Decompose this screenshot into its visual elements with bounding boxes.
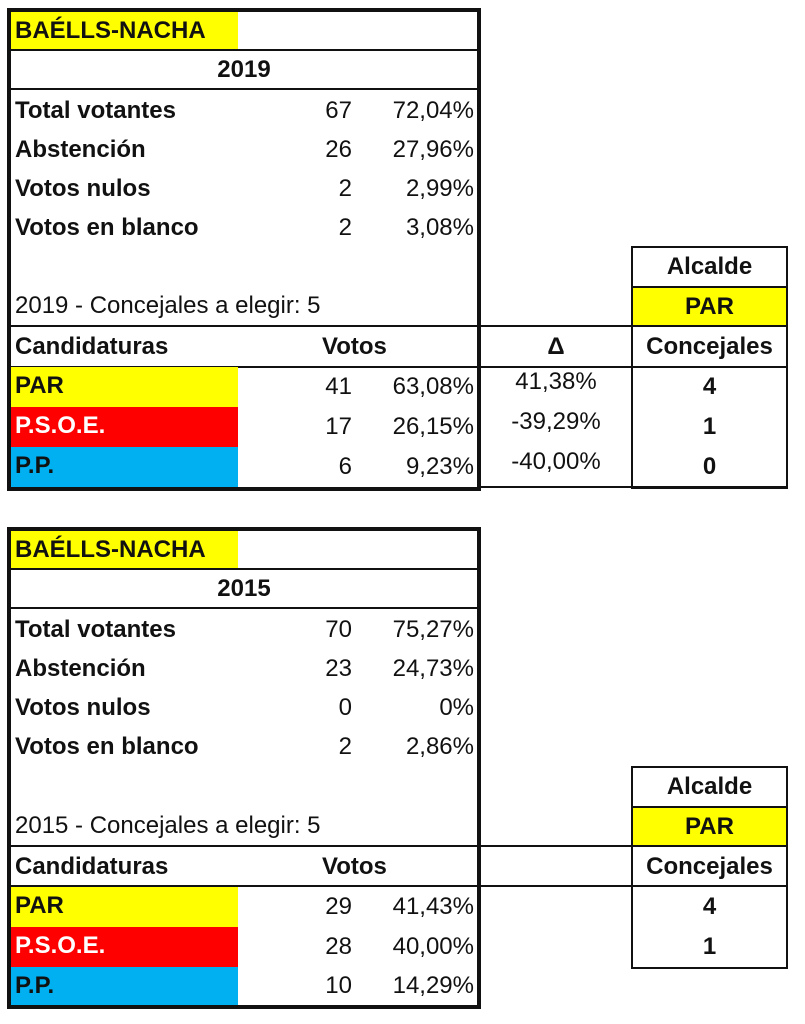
party-name-pp: P.P. (11, 967, 238, 1005)
stat-label: Votos nulos (15, 694, 151, 721)
party-votes: 29 (325, 893, 352, 920)
stat-pct: 2,99% (405, 175, 474, 202)
year-heading: 2019 (217, 56, 271, 83)
seats-label: 2015 - Concejales a elegir: 5 (15, 812, 321, 839)
party-votes: 17 (325, 413, 352, 440)
party-pct: 26,15% (392, 413, 474, 440)
party-votes: 41 (325, 373, 352, 400)
party-seats: 4 (702, 893, 717, 920)
party-seats: 0 (702, 453, 717, 480)
stat-count: 2 (338, 214, 352, 241)
stat-label: Votos en blanco (15, 214, 199, 241)
party-pct: 9,23% (405, 453, 474, 480)
stat-pct: 27,96% (392, 136, 474, 163)
party-name-pp: P.P. (11, 447, 238, 487)
stat-label: Votos nulos (15, 175, 151, 202)
party-seats: 1 (702, 933, 717, 960)
stat-count: 23 (325, 655, 352, 682)
party-votes: 28 (325, 933, 352, 960)
header-candidaturas: Candidaturas (15, 333, 169, 360)
stat-count: 2 (338, 175, 352, 202)
stat-label: Total votantes (15, 616, 176, 643)
alcalde-label: Alcalde (666, 253, 753, 280)
party-seats: 1 (702, 413, 717, 440)
header-concejales: Concejales (646, 333, 773, 360)
stat-pct: 24,73% (392, 655, 474, 682)
header-votos: Votos (322, 333, 387, 360)
party-name-psoe: P.S.O.E. (11, 407, 238, 447)
divider (11, 845, 788, 847)
delta-bottom-border (481, 486, 788, 488)
party-delta: -40,00% (511, 448, 601, 475)
divider (11, 325, 788, 327)
stat-pct: 75,27% (392, 616, 474, 643)
stat-label: Votos en blanco (15, 733, 199, 760)
alcalde-label: Alcalde (666, 773, 753, 800)
party-delta: -39,29% (511, 408, 601, 435)
party-pct: 41,43% (392, 893, 474, 920)
stat-pct: 72,04% (392, 97, 474, 124)
alcalde-party: PAR (633, 288, 786, 325)
stat-label: Abstención (15, 655, 146, 682)
party-delta: 41,38% (515, 368, 597, 395)
stat-label: Abstención (15, 136, 146, 163)
stat-count: 26 (325, 136, 352, 163)
municipality-title: BAÉLLS-NACHA (11, 12, 238, 49)
stat-count: 70 (325, 616, 352, 643)
party-name-psoe: P.S.O.E. (11, 927, 238, 967)
stat-pct: 2,86% (405, 733, 474, 760)
party-votes: 6 (338, 453, 352, 480)
header-candidaturas: Candidaturas (15, 853, 169, 880)
divider (11, 607, 477, 609)
stat-count: 67 (325, 97, 352, 124)
stat-pct: 0% (439, 694, 474, 721)
alcalde-party: PAR (633, 808, 786, 845)
stat-label: Total votantes (15, 97, 176, 124)
header-votos: Votos (322, 853, 387, 880)
header-delta: Δ (547, 333, 565, 360)
party-seats: 4 (702, 373, 717, 400)
municipality-title: BAÉLLS-NACHA (11, 531, 238, 568)
stat-pct: 3,08% (405, 214, 474, 241)
party-name-par: PAR (11, 367, 238, 407)
party-pct: 40,00% (392, 933, 474, 960)
stat-count: 0 (338, 694, 352, 721)
stat-count: 2 (338, 733, 352, 760)
header-concejales: Concejales (646, 853, 773, 880)
party-pct: 63,08% (392, 373, 474, 400)
party-votes: 10 (325, 972, 352, 999)
divider (11, 88, 477, 90)
year-heading: 2015 (217, 575, 271, 602)
seats-label: 2019 - Concejales a elegir: 5 (15, 292, 321, 319)
party-pct: 14,29% (392, 972, 474, 999)
party-name-par: PAR (11, 887, 238, 927)
